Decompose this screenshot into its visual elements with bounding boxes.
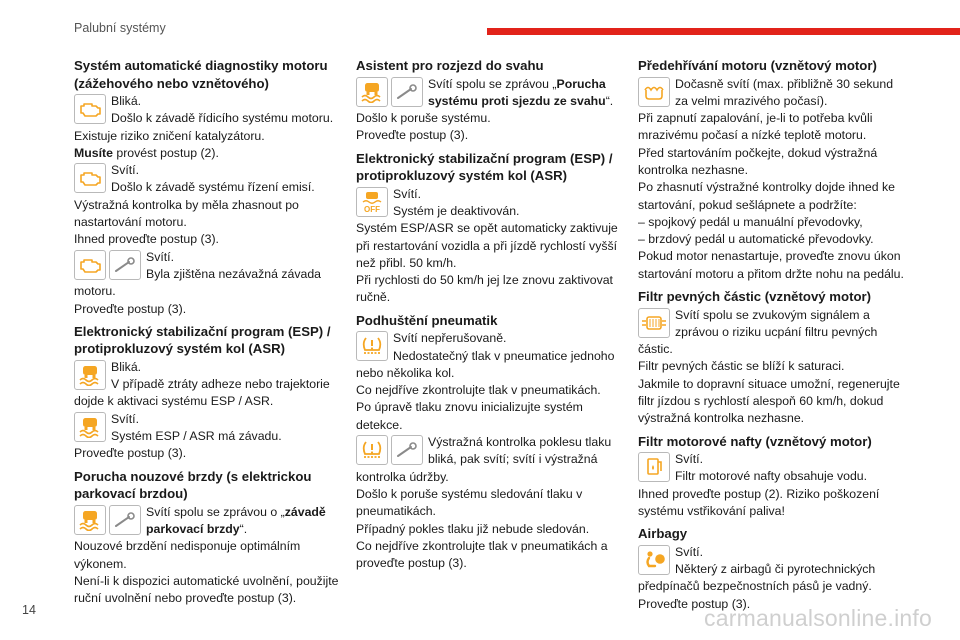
warning-text: Případný pokles tlaku již nebude sledován.	[356, 521, 590, 536]
warning-text: Svítí spolu se zvukovým signálem a zprávou o riziku ucpání filtru pevných částic.	[638, 307, 878, 357]
warning-icons	[356, 77, 423, 107]
warning-text: Ihned proveďte postup (2). Riziko poškození systému vstřikování paliva!	[638, 486, 880, 519]
warning-text: Svítí.	[675, 452, 704, 467]
column-1	[74, 57, 344, 607]
section-heading: Elektronický stabilizační program (ESP) / protiprokluzový systém kol (ASR)	[74, 323, 331, 357]
warning-icons	[74, 360, 106, 390]
warning-text: Filtr pevných částic se blíží k saturaci.	[638, 359, 845, 374]
warning-text: – spojkový pedál u manuální převodovky,	[638, 214, 863, 229]
warning-text: Nouzové brzdění nedisponuje optimálním výkonem.	[74, 539, 301, 571]
warning-text: Při rychlosti do 50 km/h jej lze znovu zaktivovat ručně.	[356, 273, 613, 305]
warning-entry	[356, 434, 626, 572]
airbag-icon	[638, 545, 670, 575]
warning-entry	[74, 93, 344, 162]
warning-icons	[74, 163, 106, 193]
warning-text: Došlo k závadě řídicího systému motoru. Existuje riziko zničení katalyzátoru.	[74, 111, 334, 143]
warning-text: Svítí.	[111, 163, 140, 178]
warning-text: Co nejdříve zkontrolujte tlak v pneumatikách a proveďte postup (3).	[356, 538, 608, 571]
engine-icon	[74, 94, 106, 124]
warning-text: Svítí.	[111, 411, 140, 426]
warning-text: Jakmile to dopravní situace umožní, regenerujte filtr jízdou s rychlostí alespoň 60 km/h, dokud výstražná kontrolka nezhasne.	[638, 376, 900, 426]
wrench-icon	[391, 77, 423, 107]
glow-plug-icon	[638, 77, 670, 107]
warning-text: Došlo k závadě systému řízení emisí. Výstražná kontrolka by měla zhasnout po nastartování motoru.	[74, 180, 315, 230]
warning-text: Není-li k dispozici automatické uvolnění, použijte ruční uvolnění nebo proveďte postup (3).	[74, 573, 339, 606]
wrench-icon	[109, 250, 141, 280]
warning-icons	[356, 187, 388, 217]
warning-icons	[74, 505, 141, 535]
esp-icon	[74, 360, 106, 390]
warning-text: Byla zjištěna nezávažná závada motoru.	[74, 266, 321, 299]
warning-text: Musíte provést postup (2).	[74, 145, 219, 160]
warning-text: Svítí.	[675, 544, 704, 559]
column-3	[638, 57, 908, 613]
section-heading: Airbagy	[638, 526, 688, 542]
tyre-pressure-icon	[356, 331, 388, 361]
warning-text: Svítí nepřerušovaně.	[393, 331, 507, 346]
warning-text: Došlo k poruše systému.	[356, 111, 491, 126]
warning-entry	[638, 76, 908, 284]
warning-text: Co nejdříve zkontrolujte tlak v pneumatikách.	[356, 383, 601, 398]
warning-entry	[74, 504, 344, 608]
esp-icon	[74, 412, 106, 442]
wrench-icon	[391, 435, 423, 465]
warning-text: Systém ESP / ASR má závadu.	[111, 429, 282, 444]
esp-icon	[356, 77, 388, 107]
column-2	[356, 57, 626, 572]
header-accent-bar	[487, 28, 960, 35]
warning-text: – brzdový pedál u automatické převodovky.	[638, 232, 874, 247]
tyre-pressure-icon	[356, 435, 388, 465]
warning-entry	[356, 76, 626, 145]
warning-text: Výstražná kontrolka poklesu tlaku bliká, pak svítí; svítí i výstražná kontrolka údržby.	[356, 435, 612, 484]
emphasis-text: Musíte	[74, 145, 113, 160]
warning-text: Proveďte postup (3).	[356, 128, 469, 143]
warning-text: Při zapnutí zapalování, je-li to potřeba kvůli mrazivému počasí a nízké teplotě motoru.	[638, 111, 873, 143]
page-number: 14	[22, 603, 36, 617]
warning-text: Proveďte postup (3).	[638, 596, 751, 611]
warning-text: Filtr motorové nafty obsahuje vodu.	[675, 469, 868, 484]
warning-icons	[74, 94, 106, 124]
fuel-filter-icon	[638, 452, 670, 482]
warning-text: Před startováním počkejte, dokud výstražná kontrolka nezhasne.	[638, 145, 878, 177]
esp-icon	[74, 505, 106, 535]
message-text: Porucha systému proti sjezdu ze svahu	[428, 76, 606, 108]
esp-off-label: OFF	[364, 204, 380, 213]
warning-text: Svítí.	[146, 249, 175, 264]
esp-off-icon	[356, 187, 388, 217]
warning-icons	[74, 412, 106, 442]
warning-entry	[74, 411, 344, 463]
warning-status-text: Svítí spolu se zprávou o „závadě parkovací brzdy“.	[146, 504, 326, 536]
warning-icons	[356, 435, 423, 465]
header-title: Palubní systémy	[74, 21, 166, 35]
warning-icons	[638, 452, 670, 482]
warning-text: Po úpravě tlaku znovu inicializujte systém detekce.	[356, 400, 583, 432]
warning-text: Systém ESP/ASR se opět automaticky zaktivuje při restartování vozidla a při jízdě rychlostí vyšší než přibl. 50 km/h.	[356, 221, 618, 270]
warning-status-text: Svítí spolu se zprávou „Porucha systému proti sjezdu ze svahu“.	[428, 76, 614, 108]
section-heading: Filtr pevných částic (vznětový motor)	[638, 289, 872, 305]
warning-text: Po zhasnutí výstražné kontrolky dojde ihned ke startování, pokud sešlápnete a podržíte:	[638, 180, 896, 212]
warning-text: Systém je deaktivován.	[393, 203, 520, 218]
warning-text: Pokud motor nenastartuje, proveďte znovu úkon startování motoru a přitom držte nohu na pedálu.	[638, 249, 904, 281]
warning-icons	[74, 250, 141, 280]
message-text: závadě parkovací brzdy	[146, 504, 326, 536]
particle-filter-icon	[638, 308, 670, 338]
warning-text: Došlo k poruše systému sledování tlaku v pneumatikách.	[356, 486, 583, 519]
warning-text: Některý z airbagů či pyrotechnických předpínačů bezpečnostních pásů je vadný.	[638, 562, 876, 594]
warning-text: Svítí.	[393, 186, 422, 201]
section-heading: Filtr motorové nafty (vznětový motor)	[638, 433, 872, 449]
warning-entry	[356, 330, 626, 434]
warning-icons	[638, 77, 670, 107]
section-heading: Předehřívání motoru (vznětový motor)	[638, 58, 877, 73]
section-heading: Podhuštění pneumatik	[356, 312, 498, 328]
engine-icon	[74, 250, 106, 280]
warning-icons	[638, 308, 670, 338]
warning-entry	[74, 162, 344, 248]
warning-text: Proveďte postup (3).	[74, 446, 187, 461]
warning-entry	[74, 359, 344, 411]
warning-entry	[638, 451, 908, 520]
warning-text: Bliká.	[111, 94, 142, 108]
warning-icons	[356, 331, 388, 361]
section-heading: Elektronický stabilizační program (ESP) / protiprokluzový systém kol (ASR)	[356, 150, 613, 184]
warning-text: V případě ztráty adheze nebo trajektorie dojde k aktivaci systému ESP / ASR.	[74, 377, 330, 409]
warning-text: Bliká.	[111, 359, 142, 374]
warning-text: Ihned proveďte postup (3).	[74, 232, 219, 247]
warning-text: Proveďte postup (3).	[74, 301, 187, 316]
section-heading: Porucha nouzové brzdy (s elektrickou parkovací brzdou)	[74, 468, 312, 502]
wrench-icon	[109, 505, 141, 535]
section-heading: Asistent pro rozjezd do svahu	[356, 58, 544, 73]
section-heading: Systém automatické diagnostiky motoru (zážehového nebo vznětového)	[74, 58, 328, 91]
watermark: carmanualsonline.info	[704, 605, 932, 631]
engine-icon	[74, 163, 106, 193]
warning-entry	[638, 544, 908, 613]
warning-entry	[74, 249, 344, 318]
warning-text: Nedostatečný tlak v pneumatice jednoho nebo několika kol.	[356, 348, 615, 380]
warning-entry	[638, 307, 908, 428]
warning-entry	[356, 186, 626, 307]
warning-text: Dočasně svítí (max. přibližně 30 sekund za velmi mrazivého počasí).	[675, 76, 894, 108]
warning-icons	[638, 545, 670, 575]
